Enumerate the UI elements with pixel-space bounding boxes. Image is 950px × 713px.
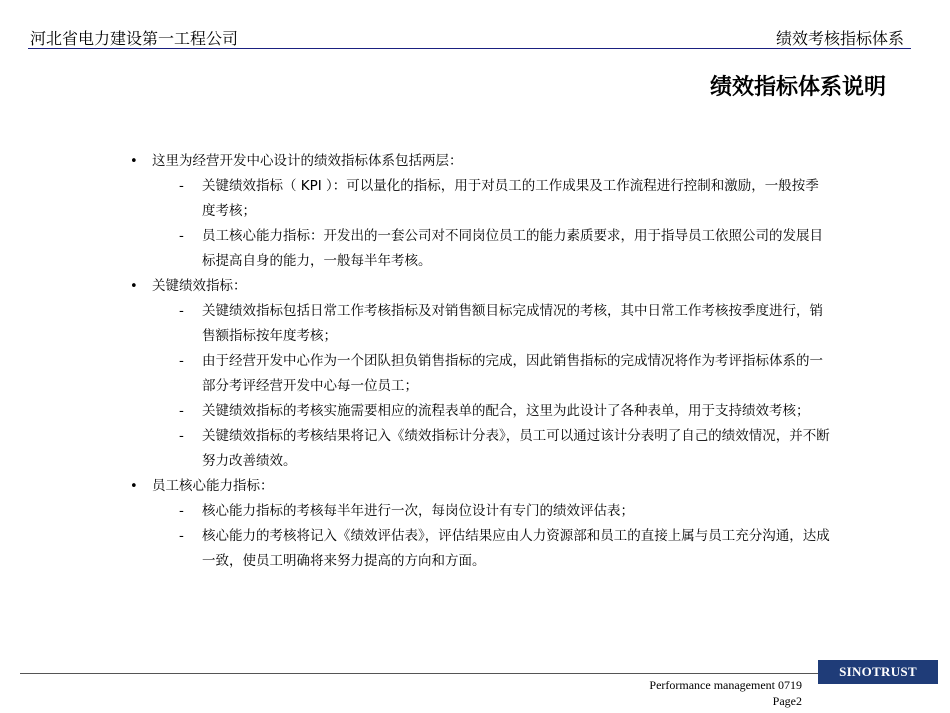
dash-icon: - bbox=[179, 228, 184, 244]
list-item-text: 这里为经营开发中心设计的绩效指标体系包括两层： bbox=[152, 153, 463, 169]
sub-list-item bbox=[130, 174, 830, 224]
sub-list-item-text: 核心能力的考核将记入《绩效评估表》，评估结果应由人力资源部和员工的直接上属与员工充分沟通，达成一致，使员工明确将来努力提高的方向和方面。 bbox=[202, 528, 830, 569]
sinotrust-logo: SINOTRUST bbox=[818, 660, 938, 684]
list-item-text: 员工核心能力指标： bbox=[152, 478, 274, 494]
page-number: Page2 bbox=[772, 694, 802, 708]
sub-list-item-text: 关键绩效指标的考核结果将记入《绩效指标计分表》，员工可以通过该计分表明了自己的绩效情况，并不断努力改善绩效。 bbox=[202, 428, 830, 469]
sub-list-item-text: 关键绩效指标的考核实施需要相应的流程表单的配合，这里为此设计了各种表单，用于支持绩效考核； bbox=[202, 403, 810, 419]
section-title: 绩效考核指标体系 bbox=[775, 29, 904, 48]
sub-list-item-text: 关键绩效指标（ KPI ）：可以量化的指标，用于对员工的工作成果及工作流程进行控制和激励，一般按季度考核； bbox=[202, 178, 819, 219]
dash-icon: - bbox=[179, 428, 184, 444]
list-item bbox=[130, 274, 830, 299]
sub-list-item-text: 关键绩效指标包括日常工作考核指标及对销售额目标完成情况的考核，其中日常工作考核按季度进行，销售额指标按年度考核； bbox=[202, 303, 823, 344]
sub-list-item-text: 员工核心能力指标：开发出的一套公司对不同岗位员工的能力素质要求，用于指导员工依照公司的发展目标提高自身的能力，一般每半年考核。 bbox=[202, 228, 823, 269]
list-item-text: 关键绩效指标： bbox=[152, 278, 247, 294]
sub-list-item bbox=[130, 524, 830, 574]
dash-icon: - bbox=[179, 403, 184, 419]
list-item bbox=[130, 149, 830, 174]
bullet-icon: • bbox=[130, 479, 138, 494]
sub-list-item bbox=[130, 224, 830, 274]
sub-list-item bbox=[130, 399, 830, 424]
document-reference: Performance management 0719 bbox=[649, 678, 802, 692]
dash-icon: - bbox=[179, 303, 184, 319]
bullet-icon: • bbox=[130, 154, 138, 169]
page-title: 绩效指标体系说明 bbox=[709, 75, 886, 100]
content-list bbox=[130, 149, 830, 574]
dash-icon: - bbox=[179, 528, 184, 544]
list-item bbox=[130, 474, 830, 499]
dash-icon: - bbox=[179, 503, 184, 519]
bullet-icon: • bbox=[130, 279, 138, 294]
dash-icon: - bbox=[179, 353, 184, 369]
sub-list-item-text: 由于经营开发中心作为一个团队担负销售指标的完成，因此销售指标的完成情况将作为考评指标体系的一部分考评经营开发中心每一位员工； bbox=[202, 353, 823, 394]
footer-divider bbox=[20, 673, 819, 674]
sub-list-item bbox=[130, 349, 830, 399]
sub-list-item bbox=[130, 299, 830, 349]
company-name: 河北省电力建设第一工程公司 bbox=[30, 29, 239, 48]
header-divider bbox=[28, 48, 911, 49]
sub-list-item-text: 核心能力指标的考核每半年进行一次，每岗位设计有专门的绩效评估表； bbox=[202, 503, 634, 519]
sub-list-item bbox=[130, 424, 830, 474]
sub-list-item bbox=[130, 499, 830, 524]
dash-icon: - bbox=[179, 178, 184, 194]
